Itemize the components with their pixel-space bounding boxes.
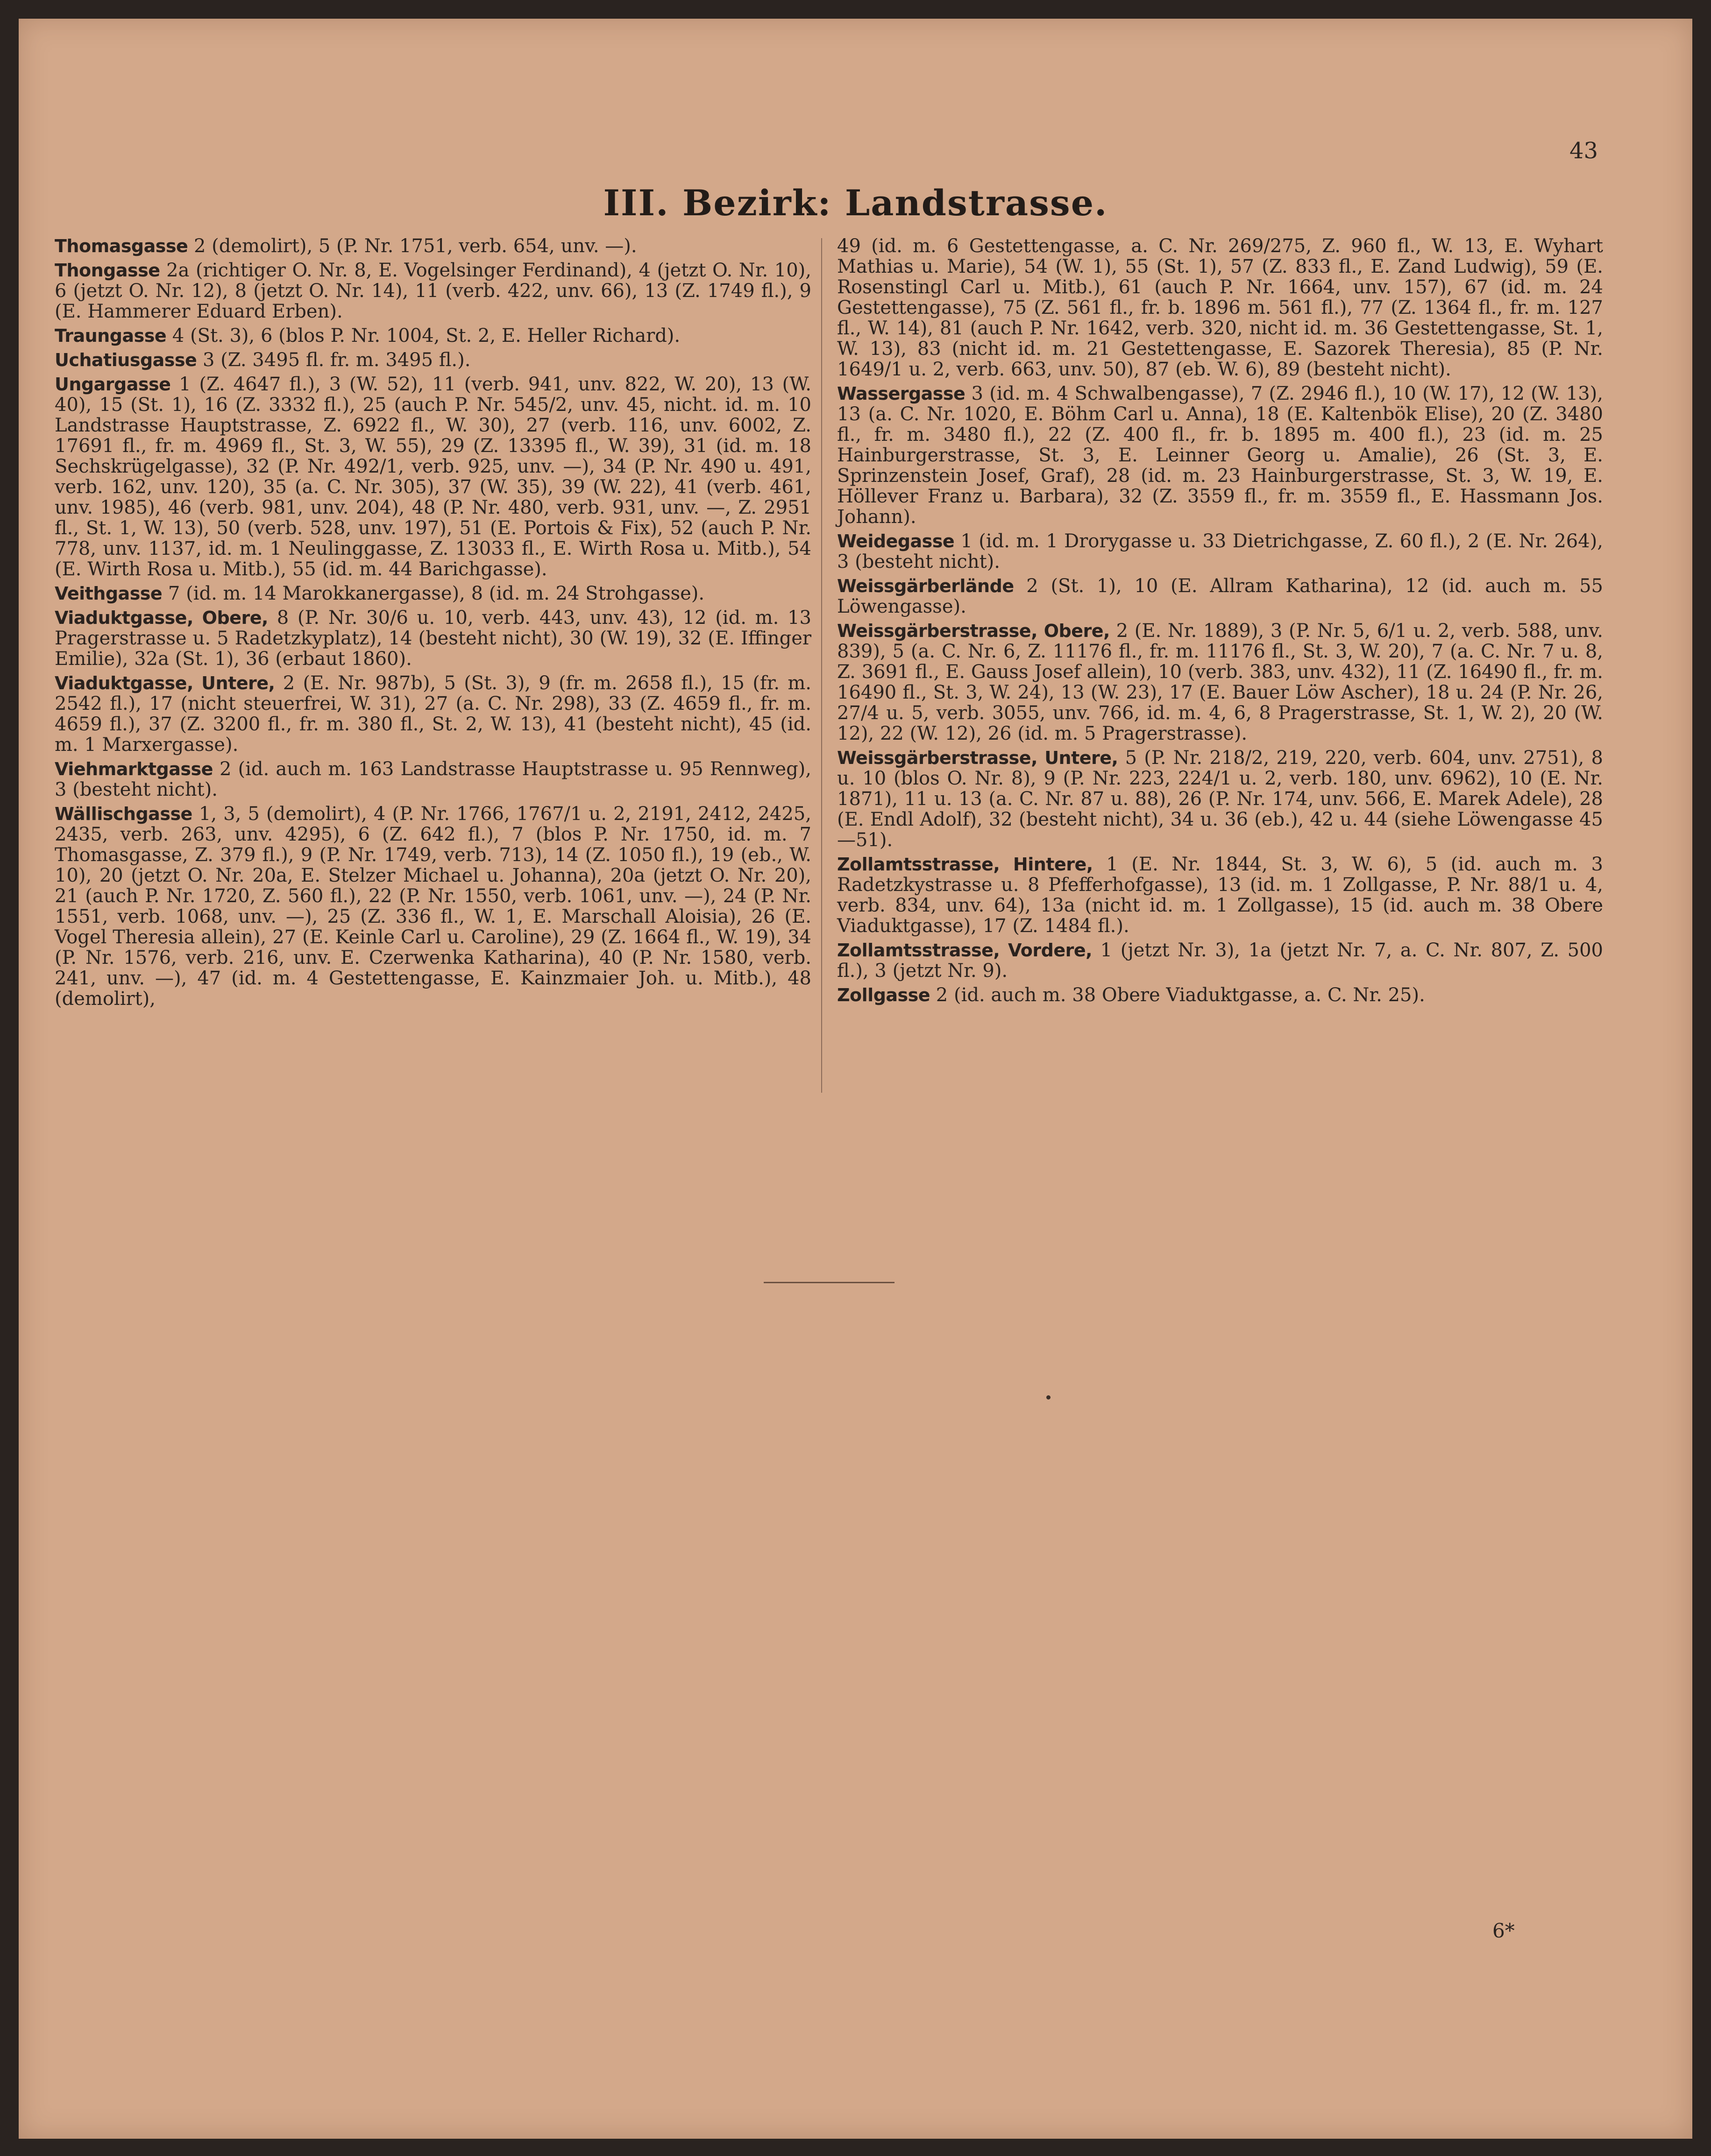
street-entry xyxy=(837,854,1603,936)
house-numbers: 1 (E. Nr. 1844, St. 3, W. 6), 5 (id. auch m. 3 Radetzkystrasse u. 8 Pfefferhofgasse), 13 (id. m. 1 Zollgasse, P. Nr. 88/1 u. 4, verb. 834, unv. 64), 13a (nicht id. m. 1 Zollgasse), 15 (id. auch m. 38 Obere Viaduktgasse), 17 (Z. 1484 fl.). xyxy=(837,854,1603,937)
house-numbers: 2 (id. auch m. 163 Landstrasse Hauptstrasse u. 95 Rennweg), 3 (besteht nicht). xyxy=(55,758,811,800)
house-numbers: 2 (E. Nr. 987b), 5 (St. 3), 9 (fr. m. 2658 fl.), 15 (fr. m. 2542 fl.), 17 (nicht steuerfrei, W. 31), 27 (a. C. Nr. 298), 33 (Z. 4659 fl., fr. m. 4659 fl.), 37 (Z. 3200 fl., fr. m. 380 fl., St. 2, W. 13), 41 (besteht nicht), 45 (id. m. 1 Marxergasse). xyxy=(55,672,811,756)
column-divider xyxy=(821,238,822,1093)
house-numbers: 1, 3, 5 (demolirt), 4 (P. Nr. 1766, 1767/1 u. 2, 2191, 2412, 2425, 2435, verb. 263, unv. 4295), 6 (Z. 642 fl.), 7 (blos P. Nr. 1750, id. m. 7 Thomasgasse, Z. 379 fl.), 9 (P. Nr. 1749, verb. 713), 14 (Z. 1050 fl.), 19 (eb., W. 10), 20 (jetzt O. Nr. 20a, E. Stelzer Michael u. Johanna), 20a (jetzt O. Nr. 20), 21 (auch P. Nr. 1720, Z. 560 fl.), 22 (P. Nr. 1550, verb. 1061, unv. —), 24 (P. Nr. 1551, verb. 1068, unv. —), 25 (Z. 336 fl., W. 1, E. Marschall Aloisia), 26 (E. Vogel Theresia allein), 27 (E. Keinle Carl u. Caroline), 29 (Z. 1664 fl., W. 19), 34 (P. Nr. 1576, verb. 216, unv. E. Czerwenka Katharina), 40 (P. Nr. 1580, verb. 241, unv. —), 47 (id. m. 4 Gestettengasse, E. Kainzmaier Joh. u. Mitb.), 48 (demolirt), xyxy=(55,803,811,1010)
street-name: Veithgasse xyxy=(55,583,163,604)
street-name: Viaduktgasse, Obere, xyxy=(55,608,268,628)
house-numbers: 8 (P. Nr. 30/6 u. 10, verb. 443, unv. 43), 12 (id. m. 13 Pragerstrasse u. 5 Radetzkyplatz), 14 (besteht nicht), 30 (W. 19), 32 (E. Iffinger Emilie), 32a (St. 1), 36 (erbaut 1860). xyxy=(55,607,812,670)
street-entry xyxy=(55,236,811,256)
street-entry xyxy=(55,260,811,322)
street-entry xyxy=(837,531,1603,572)
street-entry xyxy=(55,350,811,370)
left-column xyxy=(55,236,811,1013)
house-numbers: 1 (Z. 4647 fl.), 3 (W. 52), 11 (verb. 941, unv. 822, W. 20), 13 (W. 40), 15 (St. 1), 16 (Z. 3332 fl.), 25 (auch P. Nr. 545/2, unv. 45, nicht. id. m. 10 Landstrasse Hauptstrasse, Z. 6922 fl., W. 30), 27 (verb. 116, unv. 6002, Z. 17691 fl., fr. m. 4969 fl., St. 3, W. 55), 29 (Z. 13395 fl., W. 39), 31 (id. m. 18 Sechskrügelgasse), 32 (P. Nr. 492/1, verb. 925, unv. —), 34 (P. Nr. 490 u. 491, verb. 162, unv. 120), 35 (a. C. Nr. 305), 37 (W. 35), 39 (W. 22), 41 (verb. 461, unv. 1985), 46 (verb. 981, unv. 204), 48 (P. Nr. 480, verb. 931, unv. —, Z. 2951 fl., St. 1, W. 13), 50 (verb. 528, unv. 197), 51 (E. Portois & Fix), 52 (auch P. Nr. 778, unv. 1137, id. m. 1 Neulinggasse, Z. 13033 fl., E. Wirth Rosa u. Mitb.), 54 (E. Wirth Rosa u. Mitb.), 55 (id. m. 44 Barichgasse). xyxy=(55,374,811,580)
document-page xyxy=(19,19,1692,2139)
street-name: Uchatiusgasse xyxy=(55,350,197,370)
street-entry xyxy=(837,985,1603,1005)
house-numbers: 2 (id. auch m. 38 Obere Viaduktgasse, a. C. Nr. 25). xyxy=(930,984,1425,1006)
street-name: Ungargasse xyxy=(55,374,171,395)
street-entry xyxy=(55,374,811,580)
street-entry xyxy=(837,621,1603,744)
street-entry xyxy=(837,576,1603,617)
street-name: Zollgasse xyxy=(837,985,930,1005)
section-rule xyxy=(764,1282,895,1283)
street-name: Thomasgasse xyxy=(55,236,188,256)
house-numbers: 3 (Z. 3495 fl. fr. m. 3495 fl.). xyxy=(197,349,471,371)
street-name: Viaduktgasse, Untere, xyxy=(55,673,275,693)
house-numbers: 5 (P. Nr. 218/2, 219, 220, verb. 604, unv. 2751), 8 u. 10 (blos O. Nr. 8), 9 (P. Nr. 223, 224/1 u. 2, verb. 180, unv. 6962), 10 (E. Nr. 1871), 11 u. 13 (a. C. Nr. 87 u. 88), 26 (P. Nr. 174, unv. 566, E. Marek Adele), 28 (E. Endl Adolf), 32 (besteht nicht), 34 u. 36 (eb.), 42 u. 44 (siehe Löwengasse 45—51). xyxy=(837,747,1603,851)
house-numbers: 1 (id. m. 1 Drorygasse u. 33 Dietrichgasse, Z. 60 fl.), 2 (E. Nr. 264), 3 (besteht nicht). xyxy=(837,530,1603,573)
street-entry xyxy=(837,748,1603,850)
street-entry xyxy=(55,608,811,669)
street-name: Traungasse xyxy=(55,325,167,346)
signature-mark: 6* xyxy=(1492,1919,1515,1942)
street-entry xyxy=(837,940,1603,981)
street-name: Wassergasse xyxy=(837,383,966,404)
street-entry xyxy=(55,673,811,755)
house-numbers: 2a (richtiger O. Nr. 8, E. Vogelsinger Ferdinand), 4 (jetzt O. Nr. 10), 6 (jetzt O. Nr. 12), 8 (jetzt O. Nr. 14), 11 (verb. 422, unv. 66), 13 (Z. 1749 fl.), 9 (E. Hammerer Eduard Erben). xyxy=(55,260,811,322)
house-numbers: 1 (jetzt Nr. 3), 1a (jetzt Nr. 7, a. C. Nr. 807, Z. 500 fl.), 3 (jetzt Nr. 9). xyxy=(837,940,1603,982)
house-numbers: 2 (demolirt), 5 (P. Nr. 1751, verb. 654, unv. —). xyxy=(188,235,637,257)
right-column xyxy=(837,236,1603,1009)
street-entry xyxy=(837,236,1603,380)
street-name: Weidegasse xyxy=(837,531,955,551)
street-entry xyxy=(55,325,811,346)
street-name: Zollamtsstrasse, Vordere, xyxy=(837,940,1093,961)
street-entry xyxy=(55,583,811,604)
house-numbers: 7 (id. m. 14 Marokkanergasse), 8 (id. m. 24 Strohgasse). xyxy=(162,583,705,604)
ink-speck xyxy=(1046,1395,1051,1400)
house-numbers: 2 (E. Nr. 1889), 3 (P. Nr. 5, 6/1 u. 2, verb. 588, unv. 839), 5 (a. C. Nr. 6, Z. 11176 fl., fr. m. 11176 fl., St. 3, W. 20), 7 (a. C. Nr. 7 u. 8, Z. 3691 fl., E. Gauss Josef allein), 10 (verb. 383, unv. 432), 11 (Z. 16490 fl., fr. m. 16490 fl., St. 3, W. 24), 13 (W. 23), 17 (E. Bauer Löw Ascher), 18 u. 24 (P. Nr. 26, 27/4 u. 5, verb. 3055, unv. 766, id. m. 4, 6, 8 Pragerstrasse, St. 1, W. 2), 20 (W. 12), 22 (W. 12), 26 (id. m. 5 Pragerstrasse). xyxy=(837,620,1603,744)
house-numbers: 3 (id. m. 4 Schwalbengasse), 7 (Z. 2946 fl.), 10 (W. 17), 12 (W. 13), 13 (a. C. Nr. 1020, E. Böhm Carl u. Anna), 18 (E. Kaltenbök Elise), 20 (Z. 3480 fl., fr. m. 3480 fl.), 22 (Z. 400 fl., fr. b. 1895 m. 400 fl.), 23 (id. m. 25 Hainburgerstrasse, St. 3, E. Leinner Georg u. Amalie), 26 (St. 3, E. Sprinzenstein Josef, Graf), 28 (id. m. 23 Hainburgerstrasse, St. 3, W. 19, E. Höllever Franz u. Barbara), 32 (Z. 3559 fl., fr. m. 3559 fl., E. Hassmann Jos. Johann). xyxy=(837,383,1603,528)
street-name: Thongasse xyxy=(55,260,160,281)
street-name: Weissgärberstrasse, Obere, xyxy=(837,621,1110,641)
street-entry xyxy=(55,804,811,1009)
page-number: 43 xyxy=(1569,138,1598,164)
street-name: Viehmarktgasse xyxy=(55,759,213,779)
street-name: Zollamtsstrasse, Hintere, xyxy=(837,854,1093,875)
house-numbers: 4 (St. 3), 6 (blos P. Nr. 1004, St. 2, E. Heller Richard). xyxy=(166,325,681,346)
street-entry xyxy=(55,759,811,800)
street-entry xyxy=(837,383,1603,527)
street-name: Weissgärberstrasse, Untere, xyxy=(837,748,1118,768)
house-numbers: 2 (St. 1), 10 (E. Allram Katharina), 12 (id. auch m. 55 Löwengasse). xyxy=(837,575,1603,617)
street-name: Weissgärberlände xyxy=(837,576,1014,596)
street-name: Wällischgasse xyxy=(55,804,192,824)
house-numbers: 49 (id. m. 6 Gestettengasse, a. C. Nr. 269/275, Z. 960 fl., W. 13, E. Wyhart Mathias u. Marie), 54 (W. 1), 55 (St. 1), 57 (Z. 833 fl., E. Zand Ludwig), 59 (E. Rosenstingl Carl u. Mitb.), 61 (auch P. Nr. 1664, unv. 157), 67 (id. m. 24 Gestettengasse), 75 (Z. 561 fl., fr. b. 1896 m. 561 fl.), 77 (Z. 1364 fl., fr. m. 127 fl., W. 14), 81 (auch P. Nr. 1642, verb. 320, nicht id. m. 36 Gestettengasse, St. 1, W. 13), 83 (nicht id. m. 21 Gestettengasse, E. Sazorek Theresia), 85 (P. Nr. 1649/1 u. 2, verb. 663, unv. 50), 87 (eb. W. 6), 89 (besteht nicht). xyxy=(837,235,1603,380)
district-heading: III. Bezirk: Landstrasse. xyxy=(603,182,1108,224)
